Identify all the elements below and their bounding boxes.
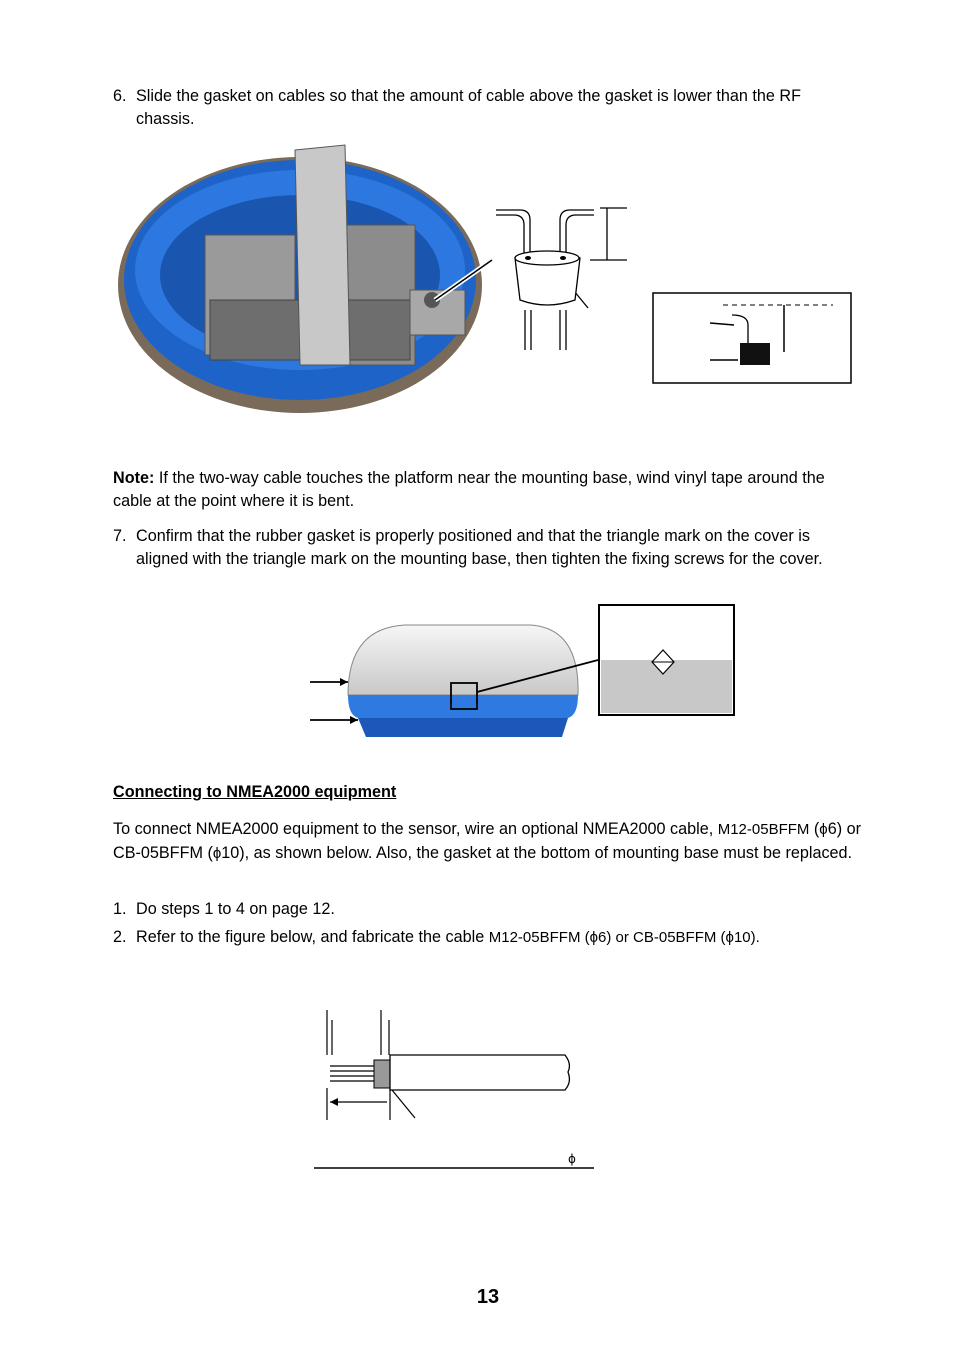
page-number: 13 bbox=[476, 1286, 500, 1308]
step-number: 7. bbox=[113, 527, 127, 545]
phi-symbol: ϕ bbox=[212, 844, 222, 862]
figure-gasket-installation bbox=[110, 140, 870, 430]
note-label: Note: bbox=[113, 469, 155, 487]
figure-cable-fabrication bbox=[310, 1000, 600, 1175]
step-6 bbox=[113, 85, 863, 130]
phi-symbol: ϕ bbox=[725, 929, 734, 946]
step-number: 6. bbox=[113, 87, 127, 105]
step-text: Slide the gasket on cables so that the amount of cable above the gasket is lower than the RF chassis. bbox=[136, 87, 801, 128]
figure-triangle-alignment bbox=[300, 600, 745, 745]
section-intro: To connect NMEA2000 equipment to the sensor, wire an optional NMEA2000 cable, M12-05BFFM (ϕ6) or CB-05BFFM (ϕ10), as shown below. Also, the gasket at the bottom of mounting base must be replaced. bbox=[113, 820, 861, 862]
note bbox=[113, 467, 865, 512]
phi-symbol: ϕ bbox=[568, 1152, 576, 1166]
phi-symbol: ϕ bbox=[589, 929, 599, 946]
step-7 bbox=[113, 525, 863, 570]
list-item: 1. Do steps 1 to 4 on page 12. bbox=[113, 900, 335, 918]
step-text: Confirm that the rubber gasket is properly positioned and that the triangle mark on the cover is aligned with the triangle mark on the mounting base, then tighten the fixing screws for the cover. bbox=[136, 527, 823, 568]
list-item: 2. Refer to the figure below, and fabricate the cable M12-05BFFM (ϕ6) or CB-05BFFM (ϕ10). bbox=[113, 928, 760, 946]
note-text: If the two-way cable touches the platform near the mounting base, wind vinyl tape around the cable at the point where it is bent. bbox=[113, 469, 825, 510]
section-heading: Connecting to NMEA2000 equipment bbox=[113, 783, 397, 801]
phi-symbol: ϕ bbox=[819, 821, 828, 838]
